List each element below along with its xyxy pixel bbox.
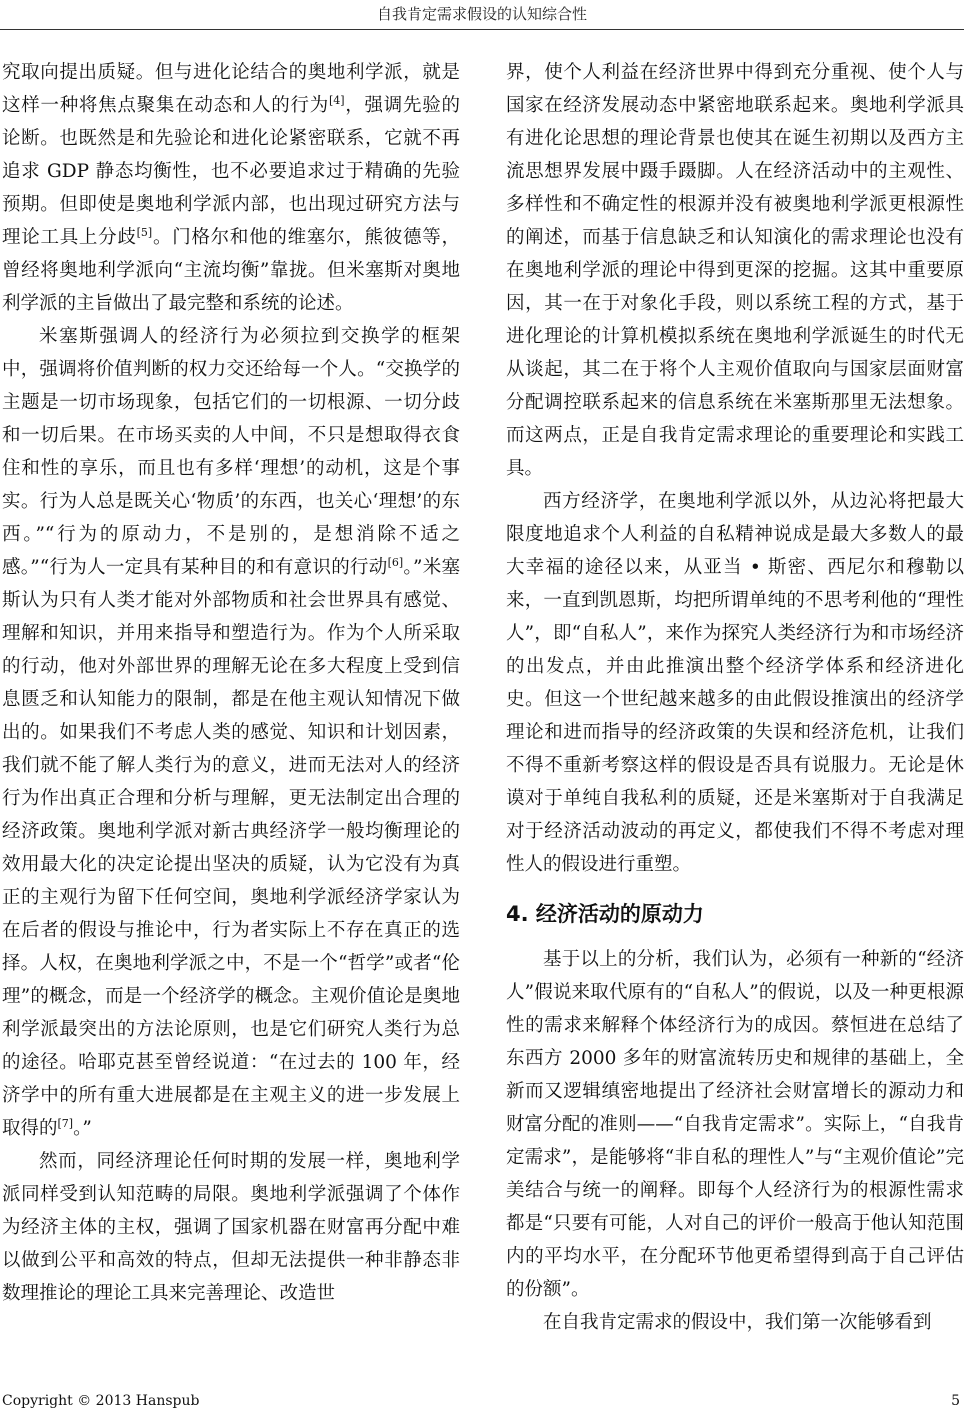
paragraph-text: 界，使个人利益在经济世界中得到充分重视、使个人与国家在经济发展动态中紧密地联系起来。奥地利学派具有进化论思想的理论背景也使其在诞生初期以及西方主流思想界发展中蹑手蹑脚。人在经济活动中的主观性、多样性和不确定性的根源并没有被奥地利学派更根源性的阐述，而基于信息缺乏和认知演化的需求理论也没有在奥地利学派的理论中得到更深的挖掘。这其中重要原因，其一在于对象化手段，则以系统工程的方式，基于进化理论的计算机模拟系统在奥地利学派诞生的时代无从谈起，其二在于将个人主观价值取向与国家层面财富分配调控联系起来的信息系统在米塞斯那里无法想象。而这两点，正是自我肯定需求理论的重要理论和实践工具。: [506, 62, 964, 479]
paragraph-text: 。门格尔和他的维塞尔，熊彼德等，曾经将奥地利学派向“主流均衡”靠拢。但米塞斯对奥地利学派的主旨做出了最完整和系统的论述。: [2, 227, 460, 314]
paragraph: [506, 485, 964, 881]
paragraph: [2, 1145, 460, 1310]
paragraph-text: ，强调先验的论断。也既然是和先验论和进化论紧密联系，它就不再追求 GDP 静态均衡性，也不必要追求过于精确的先验预期。但即使是奥地利学派内部，也出现过研究方法与理论工具上分歧: [2, 95, 460, 248]
paragraph-text: 究取向提出质疑。但与进化论结合的奥地利学派，就是这样一种将焦点聚集在动态和人的行为: [2, 62, 460, 116]
paragraph-text: 西方经济学，在奥地利学派以外，从边沁将把最大限度地追求个人利益的自私精神说成是最大多数人的最大幸福的途径以来，从亚当 • 斯密、西尼尔和穆勒以来，一直到凯恩斯，均把所谓单纯的不思考利他的“理性人”，即“自私人”，来作为探究人类经济行为和市场经济的出发点，并由此推演出整个经济学体系和经济进化史。但这一个世纪越来越多的由此假设推演出的经济学理论和进而指导的经济政策的失误和经济危机，让我们不得不重新考察这样的假设是否具有说服力。无论是休谟对于单纯自我私利的质疑，还是米塞斯对于自我满足对于经济活动波动的再定义，都使我们不得不考虑对理性人的假设进行重塑。: [506, 491, 964, 875]
citation-ref: [4]: [328, 93, 345, 107]
paragraph-text: 米塞斯强调人的经济行为必须拉到交换学的框架中，强调将价值判断的权力交还给每一个人。“交换学的主题是一切市场现象，包括它们的一切根源、一切分歧和一切后果。在市场买卖的人中间，不只是想取得衣食住和性的享乐，而且也有多样‘理想’的动机，这是个事实。行为人总是既关心‘物质’的东西，也关心‘理想’的东西。”“行为的原动力，不是别的，是想消除不适之感。”“行为人一定具有某种目的和有意识的行动: [2, 326, 460, 578]
paragraph-text: 然而，同经济理论任何时期的发展一样，奥地利学派同样受到认知范畴的局限。奥地利学派强调了个体作为经济主体的主权，强调了国家机器在财富再分配中难以做到公平和高效的特点，但却无法提供一种非静态非数理推论的理论工具来完善理论、改造世: [2, 1151, 460, 1304]
paragraph: [506, 1306, 964, 1339]
citation-ref: [7]: [57, 1116, 74, 1130]
right-column-body-after: [506, 943, 964, 1339]
citation-ref: [6]: [387, 555, 404, 569]
paragraph-text: 基于以上的分析，我们认为，必须有一种新的“经济人”假说来取代原有的“自私人”的假说，以及一种更根源性的需求来解释个体经济行为的成因。蔡恒进在总结了东西方 2000 多年的财富流转历史和规律的基础上，全新而又逻辑缜密地提出了经济社会财富增长的源动力和财富分配的准则——“自我肯定需求”。实际上，“自我肯定需求”，是能够将“非自私的理性人”与“主观价值论”完美结合与统一的阐释。即每个人经济行为的根源性需求都是“只要有可能，人对自己的评价一般高于他认知范围内的平均水平，在分配环节他更希望得到高于自己评估的份额”。: [506, 949, 964, 1300]
paragraph-text: 。”: [73, 1118, 92, 1139]
left-column: [2, 56, 460, 1356]
running-header: 自我肯定需求假设的认知综合性: [376, 5, 587, 23]
paragraph: [506, 56, 964, 485]
section-heading: 4. 经济活动的原动力: [506, 902, 704, 926]
paragraph: [2, 320, 460, 1145]
paragraph: [2, 56, 460, 320]
right-column-body-before: [506, 56, 964, 881]
paragraph-text: 。”米塞斯认为只有人类才能对外部物质和社会世界具有感觉、理解和知识，并用来指导和塑造行为。作为个人所采取的行动，他对外部世界的理解无论在多大程度上受到信息匮乏和认知能力的限制，都是在他主观认知情况下做出的。如果我们不考虑人类的感觉、知识和计划因素，我们就不能了解人类行为的意义，进而无法对人的经济行为作出真正合理和分析与理解，更无法制定出合理的经济政策。奥地利学派对新古典经济学一般均衡理论的效用最大化的决定论提出坚决的质疑，认为它没有为真正的主观行为留下任何空间，奥地利学派经济学家认为在后者的假设与推论中，行为者实际上不存在真正的选择。人权，在奥地利学派之中，不是一个“哲学”或者“伦理”的概念，而是一个经济学的概念。主观价值论是奥地利学派最突出的方法论原则，也是它们研究人类行为总的途径。哈耶克甚至曾经说道：“在过去的 100 年，经济学中的所有重大进展都是在主观主义的进一步发展上取得的: [2, 557, 460, 1139]
footer-copyright: Copyright © 2013 Hanspub: [2, 1393, 200, 1409]
header-rule: [0, 29, 964, 30]
citation-ref: [5]: [136, 225, 153, 239]
footer-page-number: 5: [951, 1393, 960, 1409]
paragraph: [506, 943, 964, 1306]
paragraph-text: 在自我肯定需求的假设中，我们第一次能够看到: [543, 1312, 932, 1333]
right-column: [506, 56, 964, 1356]
